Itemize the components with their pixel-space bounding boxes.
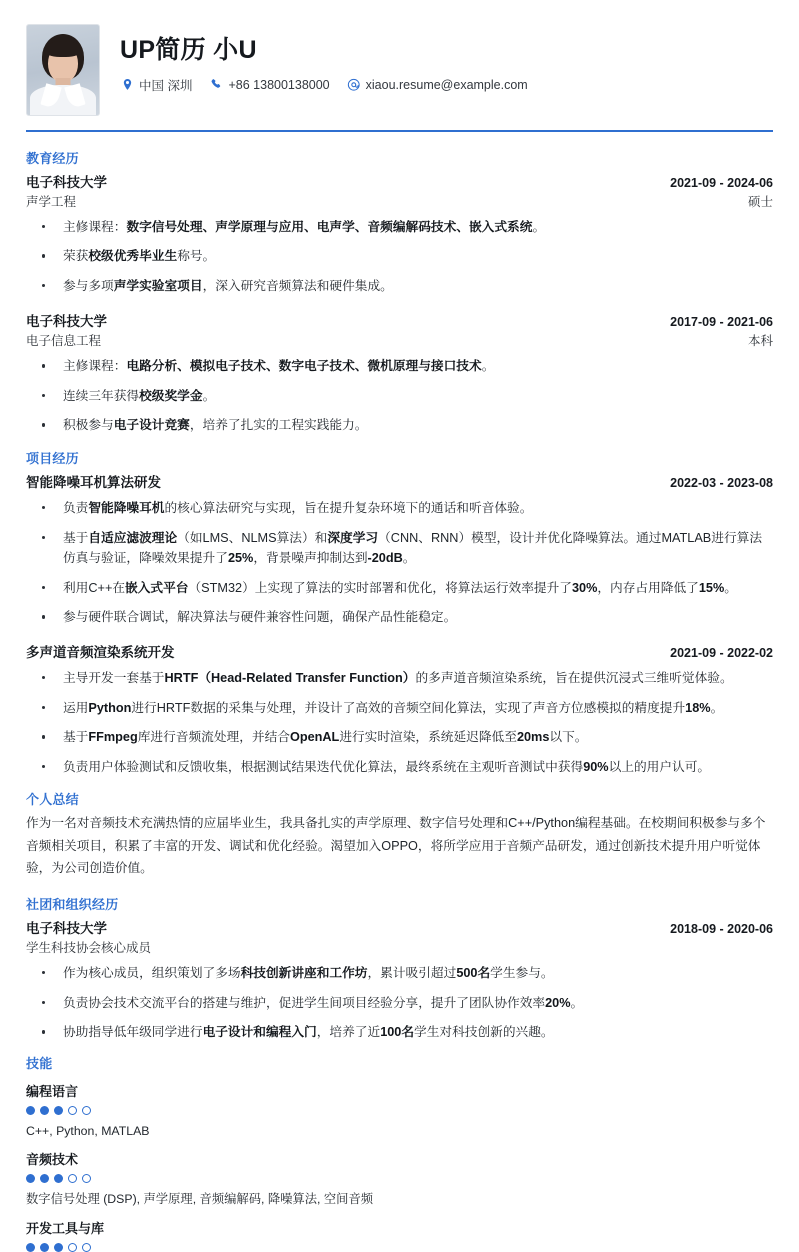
bullet-item: 参与硬件联合调试，解决算法与硬件兼容性问题，确保产品性能稳定。 bbox=[26, 607, 773, 628]
bullet-item: 基于FFmpeg库进行音频流处理，并结合OpenAL进行实时渲染，系统延迟降低至20ms以下。 bbox=[26, 727, 773, 748]
entry-degree: 硕士 bbox=[747, 194, 773, 209]
entry-head bbox=[26, 471, 773, 491]
skill-dot-filled bbox=[40, 1174, 49, 1183]
photo-fringe bbox=[44, 41, 82, 57]
entry-org: 电子科技大学 bbox=[26, 314, 107, 330]
club-entry bbox=[26, 917, 773, 1043]
entry-head bbox=[26, 310, 773, 330]
page-title: UP简历 小U bbox=[120, 36, 257, 64]
section-title-clubs: 社团和组织经历 bbox=[26, 897, 119, 913]
entry-date: 2021-09 - 2022-02 bbox=[670, 645, 773, 660]
section-projects bbox=[26, 448, 773, 777]
contact-location-text: 中国 深圳 bbox=[139, 78, 193, 93]
skill-rating bbox=[26, 1174, 773, 1183]
skill-item bbox=[26, 1081, 773, 1140]
bullet-item: 参与多项声学实验室项目，深入研究音频算法和硬件集成。 bbox=[26, 276, 773, 297]
section-title-skills: 技能 bbox=[26, 1055, 53, 1071]
entry-org: 多声道音频渲染系统开发 bbox=[26, 644, 175, 660]
entry-bullets bbox=[26, 356, 773, 436]
skill-dot-filled bbox=[26, 1106, 35, 1115]
entry-head bbox=[26, 917, 773, 937]
entry-major: 声学工程 bbox=[26, 194, 77, 209]
section-education bbox=[26, 148, 773, 436]
skill-item bbox=[26, 1149, 773, 1208]
bullet-item: 利用C++在嵌入式平台（STM32）上实现了算法的实时部署和优化，将算法运行效率提升了30%，内存占用降低了15%。 bbox=[26, 578, 773, 599]
identity-block bbox=[120, 24, 545, 94]
entry-degree: 本科 bbox=[747, 334, 773, 349]
entry-bullets bbox=[26, 668, 773, 777]
entry-sub bbox=[26, 331, 773, 349]
contact-email-text: xiaou.resume@example.com bbox=[365, 77, 528, 92]
entry-org: 电子科技大学 bbox=[26, 174, 107, 190]
email-at-icon bbox=[347, 78, 361, 92]
bullet-item: 负责用户体验测试和反馈收集，根据测试结果迭代优化算法，最终系统在主观听音测试中获得90%以上的用户认可。 bbox=[26, 757, 773, 778]
entry-sub bbox=[26, 938, 773, 956]
profile-photo bbox=[26, 24, 100, 116]
location-pin-icon bbox=[120, 78, 134, 92]
section-title-education: 教育经历 bbox=[26, 150, 79, 166]
skill-name: 开发工具与库 bbox=[26, 1220, 105, 1236]
entry-sub bbox=[26, 192, 773, 210]
education-entry bbox=[26, 310, 773, 436]
contact-location bbox=[120, 76, 192, 94]
project-entry bbox=[26, 471, 773, 628]
section-summary bbox=[26, 789, 773, 880]
section-title-summary: 个人总结 bbox=[26, 792, 79, 808]
contact-phone bbox=[209, 78, 329, 92]
entry-bullets bbox=[26, 963, 773, 1043]
skill-dot-filled bbox=[26, 1174, 35, 1183]
entry-bullets bbox=[26, 498, 773, 628]
section-skills bbox=[26, 1053, 773, 1252]
skill-dot-empty bbox=[82, 1243, 91, 1252]
resume-header bbox=[26, 0, 773, 130]
bullet-item: 运用Python进行HRTF数据的采集与处理，并设计了高效的音频空间化算法，实现了声音方位感模拟的精度提升18%。 bbox=[26, 698, 773, 719]
entry-head bbox=[26, 171, 773, 191]
bullet-item: 作为核心成员，组织策划了多场科技创新讲座和工作坊，累计吸引超过500名学生参与。 bbox=[26, 963, 773, 984]
entry-org: 智能降噪耳机算法研发 bbox=[26, 475, 161, 491]
contact-email bbox=[347, 78, 528, 92]
phone-icon bbox=[209, 78, 223, 92]
skill-dot-empty bbox=[68, 1106, 77, 1115]
skill-description: C++, Python, MATLAB bbox=[26, 1123, 150, 1138]
skill-dot-empty bbox=[82, 1174, 91, 1183]
skill-dot-filled bbox=[54, 1174, 63, 1183]
entry-date: 2022-03 - 2023-08 bbox=[670, 476, 773, 491]
skill-dot-empty bbox=[82, 1106, 91, 1115]
section-title-projects: 项目经历 bbox=[26, 451, 79, 467]
skill-dot-empty bbox=[68, 1174, 77, 1183]
skill-item bbox=[26, 1218, 773, 1252]
skill-dot-filled bbox=[40, 1243, 49, 1252]
bullet-item: 连续三年获得校级奖学金。 bbox=[26, 386, 773, 407]
entry-major: 电子信息工程 bbox=[26, 334, 102, 349]
entry-head bbox=[26, 641, 773, 661]
skill-dot-filled bbox=[40, 1106, 49, 1115]
skill-rating bbox=[26, 1243, 773, 1252]
photo-body bbox=[30, 85, 96, 115]
bullet-item: 积极参与电子设计竞赛，培养了扎实的工程实践能力。 bbox=[26, 415, 773, 436]
skill-name: 音频技术 bbox=[26, 1152, 79, 1168]
bullet-item: 负责智能降噪耳机的核心算法研究与实现，旨在提升复杂环境下的通话和听音体验。 bbox=[26, 498, 773, 519]
skill-dot-filled bbox=[54, 1106, 63, 1115]
skill-description: 数字信号处理 (DSP), 声学原理, 音频编解码, 降噪算法, 空间音频 bbox=[26, 1192, 374, 1207]
bullet-item: 负责协会技术交流平台的搭建与维护，促进学生间项目经验分享，提升了团队协作效率20%。 bbox=[26, 993, 773, 1014]
header-divider bbox=[26, 130, 773, 132]
skill-name: 编程语言 bbox=[26, 1083, 79, 1099]
bullet-item: 荣获校级优秀毕业生称号。 bbox=[26, 246, 773, 267]
entry-bullets bbox=[26, 217, 773, 297]
education-entry bbox=[26, 171, 773, 297]
contact-phone-text: +86 13800138000 bbox=[228, 77, 330, 92]
skill-dot-empty bbox=[68, 1243, 77, 1252]
contact-row bbox=[120, 76, 545, 94]
entry-date: 2021-09 - 2024-06 bbox=[670, 175, 773, 190]
skill-dot-filled bbox=[54, 1243, 63, 1252]
entry-date: 2017-09 - 2021-06 bbox=[670, 315, 773, 330]
skill-dot-filled bbox=[26, 1243, 35, 1252]
bullet-item: 主修课程：电路分析、模拟电子技术、数字电子技术、微机原理与接口技术。 bbox=[26, 356, 773, 377]
skill-rating bbox=[26, 1106, 773, 1115]
summary-text: 作为一名对音频技术充满热情的应届毕业生，我具备扎实的声学原理、数字信号处理和C++/Python编程基础。在校期间积极参与多个音频相关项目，积累了丰富的开发、调试和优化经验。渴望加入OPPO，将所学应用于音频产品研发，通过创新技术提升用户听觉体验，为公司创造价值。 bbox=[26, 816, 766, 876]
entry-org: 电子科技大学 bbox=[26, 921, 107, 937]
project-entry bbox=[26, 641, 773, 777]
bullet-item: 协助指导低年级同学进行电子设计和编程入门，培养了近100名学生对科技创新的兴趣。 bbox=[26, 1022, 773, 1043]
entry-date: 2018-09 - 2020-06 bbox=[670, 922, 773, 937]
section-clubs bbox=[26, 894, 773, 1043]
bullet-item: 基于自适应滤波理论（如LMS、NLMS算法）和深度学习（CNN、RNN）模型，设计并优化降噪算法。通过MATLAB进行算法仿真与验证，降噪效果提升了25%，背景噪声抑制达到-20dB。 bbox=[26, 528, 773, 569]
bullet-item: 主导开发一套基于HRTF（Head-Related Transfer Function）的多声道音频渲染系统，旨在提供沉浸式三维听觉体验。 bbox=[26, 668, 773, 689]
entry-role: 学生科技协会核心成员 bbox=[26, 941, 152, 956]
bullet-item: 主修课程：数字信号处理、声学原理与应用、电声学、音频编解码技术、嵌入式系统。 bbox=[26, 217, 773, 238]
